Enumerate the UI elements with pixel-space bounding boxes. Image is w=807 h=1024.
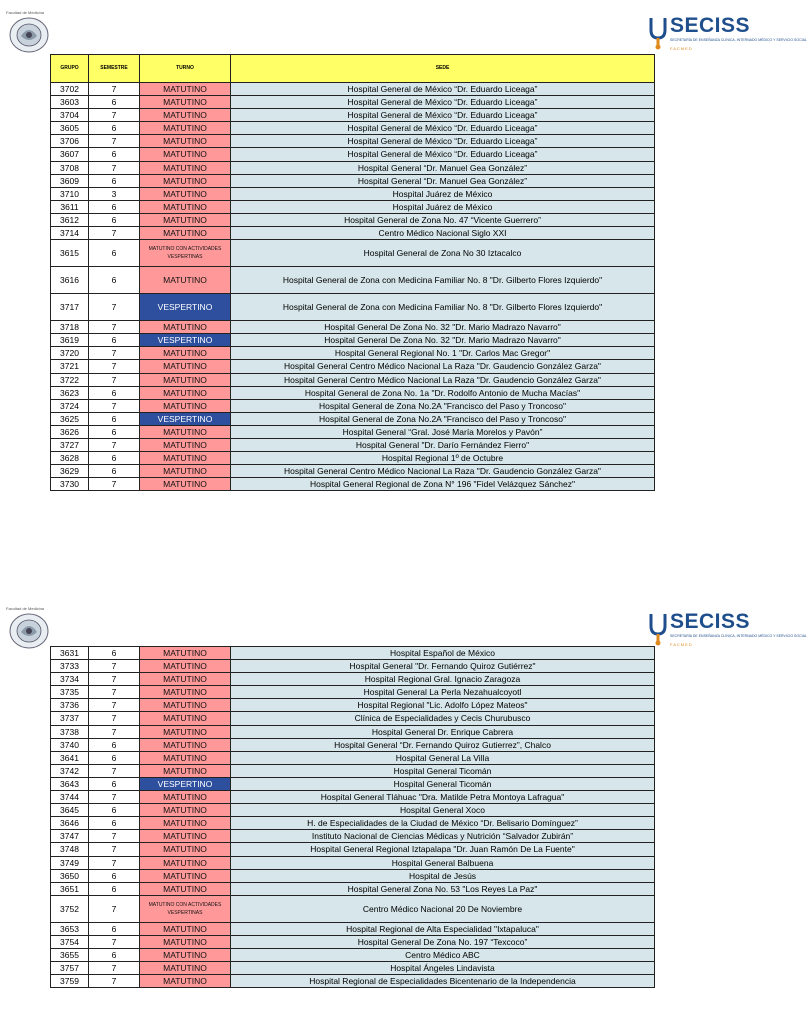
semestre-cell: 7 [89,673,140,686]
turno-cell: MATUTINO [140,791,231,804]
grupo-cell: 3619 [51,334,89,347]
grupo-cell: 3734 [51,673,89,686]
sede-cell: Hospital Regional 1º de Octubre [231,452,655,465]
grupo-cell: 3653 [51,922,89,935]
semestre-cell: 7 [89,135,140,148]
grupo-cell: 3722 [51,373,89,386]
semestre-cell: 7 [89,347,140,360]
turno-cell: MATUTINO [140,962,231,975]
header-semestre: SEMESTRE [89,55,140,83]
sede-cell: Hospital General de Zona No. 47 “Vicente Guerrero” [231,213,655,226]
semestre-cell: 6 [89,122,140,135]
turno-cell: MATUTINO [140,148,231,161]
sede-cell: Clínica de Especialidades y Cecis Churubusco [231,712,655,725]
turno-cell: MATUTINO [140,948,231,961]
semestre-cell: 7 [89,478,140,491]
sede-cell: Hospital General Centro Médico Nacional La Raza "Dr. Gaudencio González Garza" [231,360,655,373]
sede-cell: Hospital Ángeles Lindavista [231,962,655,975]
semestre-cell: 6 [89,200,140,213]
turno-cell: MATUTINO [140,373,231,386]
grupo-cell: 3738 [51,725,89,738]
groups-table-page-2 [50,646,655,988]
turno-cell: MATUTINO [140,174,231,187]
semestre-cell: 7 [89,712,140,725]
semestre-cell: 6 [89,948,140,961]
semestre-cell: 7 [89,321,140,334]
semestre-cell: 7 [89,830,140,843]
turno-cell: MATUTINO [140,399,231,412]
semestre-cell: 6 [89,751,140,764]
semestre-cell: 7 [89,843,140,856]
semestre-cell: 7 [89,109,140,122]
grupo-cell: 3744 [51,791,89,804]
table-row [51,240,655,267]
faculty-crest-icon [8,16,50,54]
grupo-cell: 3757 [51,962,89,975]
sede-cell: Hospital General De Zona No. 32 "Dr. Mario Madrazo Navarro" [231,334,655,347]
table-row [51,975,655,988]
faculty-logo [6,606,54,652]
turno-cell: MATUTINO [140,686,231,699]
semestre-cell: 7 [89,975,140,988]
sede-cell: Hospital General de Zona con Medicina Familiar No. 8 "Dr. Gilberto Flores Izquierdo" [231,294,655,321]
seciss-logo [648,12,807,52]
table-row [51,856,655,869]
grupo-cell: 3643 [51,777,89,790]
stethoscope-icon [648,16,670,50]
seciss-subtitle: SECRETARÍA DE ENSEÑANZA CLÍNICA, INTERNADO MÉDICO Y SERVICIO SOCIAL [670,634,807,638]
turno-cell: MATUTINO [140,478,231,491]
grupo-cell: 3628 [51,452,89,465]
sede-cell: Hospital General de México “Dr. Eduardo Liceaga” [231,122,655,135]
grupo-cell: 3730 [51,478,89,491]
turno-cell: MATUTINO [140,360,231,373]
grupo-cell: 3718 [51,321,89,334]
grupo-cell: 3720 [51,347,89,360]
table-row [51,386,655,399]
grupo-cell: 3710 [51,187,89,200]
table-row [51,712,655,725]
table-row [51,895,655,922]
grupo-cell: 3607 [51,148,89,161]
semestre-cell: 7 [89,962,140,975]
grupo-cell: 3747 [51,830,89,843]
table-row [51,725,655,738]
sede-cell: Hospital General de Zona con Medicina Familiar No. 8 "Dr. Gilberto Flores Izquierdo" [231,267,655,294]
turno-cell: MATUTINO CON ACTIVIDADES VESPERTINAS [140,240,231,267]
turno-cell: MATUTINO [140,830,231,843]
semestre-cell: 6 [89,869,140,882]
table-row [51,135,655,148]
grupo-cell: 3748 [51,843,89,856]
turno-cell: MATUTINO [140,227,231,240]
header-grupo: GRUPO [51,55,89,83]
sede-cell: Hospital General Ticomán [231,777,655,790]
turno-cell: MATUTINO [140,452,231,465]
table-row [51,174,655,187]
sede-cell: Hospital General de México “Dr. Eduardo Liceaga” [231,109,655,122]
semestre-cell: 6 [89,267,140,294]
grupo-cell: 3605 [51,122,89,135]
grupo-cell: 3629 [51,465,89,478]
faculty-logo [6,10,54,56]
turno-cell: MATUTINO [140,386,231,399]
table-row [51,148,655,161]
table-row [51,804,655,817]
grupo-cell: 3651 [51,882,89,895]
semestre-cell: 6 [89,213,140,226]
table-row [51,452,655,465]
sede-cell: Hospital General de México “Dr. Eduardo Liceaga” [231,148,655,161]
turno-cell: MATUTINO [140,738,231,751]
turno-cell: MATUTINO [140,660,231,673]
seciss-wordmark: SECISS [670,610,751,633]
table-row [51,817,655,830]
semestre-cell: 6 [89,148,140,161]
semestre-cell: 6 [89,817,140,830]
semestre-cell: 7 [89,399,140,412]
sede-cell: Hospital Regional de Especialidades Bicentenario de la Independencia [231,975,655,988]
grupo-cell: 3742 [51,764,89,777]
turno-cell: MATUTINO [140,83,231,96]
turno-cell: VESPERTINO [140,294,231,321]
turno-cell: MATUTINO [140,109,231,122]
seciss-subtitle: SECRETARÍA DE ENSEÑANZA CLÍNICA, INTERNADO MÉDICO Y SERVICIO SOCIAL [670,38,807,42]
turno-cell: MATUTINO [140,438,231,451]
semestre-cell: 7 [89,438,140,451]
grupo-cell: 3749 [51,856,89,869]
table-row [51,227,655,240]
turno-cell: MATUTINO [140,975,231,988]
table-row [51,83,655,96]
table-row [51,360,655,373]
semestre-cell: 7 [89,895,140,922]
grupo-cell: 3704 [51,109,89,122]
table-row [51,412,655,425]
turno-cell: MATUTINO [140,187,231,200]
turno-cell: MATUTINO [140,347,231,360]
turno-cell: MATUTINO [140,699,231,712]
grupo-cell: 3759 [51,975,89,988]
sede-cell: Hospital General “Dr. Manuel Gea González” [231,161,655,174]
semestre-cell: 7 [89,725,140,738]
grupo-cell: 3646 [51,817,89,830]
sede-cell: Hospital General de México “Dr. Eduardo Liceaga” [231,96,655,109]
turno-cell: MATUTINO [140,764,231,777]
faculty-logo-text: Facultad de Medicina [6,10,45,15]
semestre-cell: 6 [89,334,140,347]
sede-cell: Hospital General "Dr. Darío Fernández Fierro" [231,438,655,451]
table-row [51,334,655,347]
table-row [51,699,655,712]
table-row [51,373,655,386]
grupo-cell: 3612 [51,213,89,226]
sede-cell: Centro Médico ABC [231,948,655,961]
table-row [51,213,655,226]
table-row [51,478,655,491]
grupo-cell: 3655 [51,948,89,961]
sede-cell: Hospital General Zona No. 53 "Los Reyes La Paz" [231,882,655,895]
semestre-cell: 6 [89,412,140,425]
table-row [51,660,655,673]
semestre-cell: 7 [89,360,140,373]
semestre-cell: 6 [89,240,140,267]
grupo-cell: 3641 [51,751,89,764]
semestre-cell: 6 [89,777,140,790]
sede-cell: Hospital General Tláhuac "Dra. Matilde Petra Montoya Lafragua" [231,791,655,804]
turno-cell: MATUTINO [140,804,231,817]
sede-cell: Hospital General La Villa [231,751,655,764]
grupo-cell: 3623 [51,386,89,399]
semestre-cell: 6 [89,96,140,109]
grupo-cell: 3727 [51,438,89,451]
table-row [51,425,655,438]
grupo-cell: 3737 [51,712,89,725]
turno-cell: MATUTINO [140,321,231,334]
turno-cell: MATUTINO [140,712,231,725]
grupo-cell: 3714 [51,227,89,240]
semestre-cell: 7 [89,294,140,321]
header-sede: SEDE [231,55,655,83]
table-row [51,321,655,334]
sede-cell: Hospital General Centro Médico Nacional La Raza "Dr. Gaudencio González Garza" [231,373,655,386]
turno-cell: MATUTINO [140,647,231,660]
grupo-cell: 3702 [51,83,89,96]
table-row [51,673,655,686]
semestre-cell: 7 [89,764,140,777]
table-row [51,122,655,135]
sede-cell: Hospital General Regional de Zona N° 196 "Fidel Velázquez Sánchez" [231,478,655,491]
seciss-facmed: FACMED [670,46,693,51]
sede-cell: Hospital Regional Gral. Ignacio Zaragoza [231,673,655,686]
sede-cell: Hospital General “Gral. José María Morelos y Pavón” [231,425,655,438]
grupo-cell: 3645 [51,804,89,817]
sede-cell: Hospital General Centro Médico Nacional La Raza "Dr. Gaudencio González Garza" [231,465,655,478]
sede-cell: Hospital Juárez de México [231,187,655,200]
turno-cell: MATUTINO [140,200,231,213]
sede-cell: Hospital General Regional Iztapalapa "Dr. Juan Ramón De La Fuente" [231,843,655,856]
sede-cell: Hospital General De Zona No. 197 “Texcoco” [231,935,655,948]
table-row [51,751,655,764]
turno-cell: VESPERTINO [140,777,231,790]
table-row [51,791,655,804]
grupo-cell: 3733 [51,660,89,673]
semestre-cell: 7 [89,856,140,869]
turno-cell: MATUTINO [140,135,231,148]
semestre-cell: 6 [89,647,140,660]
sede-cell: Hospital Juárez de México [231,200,655,213]
grupo-cell: 3721 [51,360,89,373]
table-row [51,465,655,478]
semestre-cell: 6 [89,174,140,187]
turno-cell: VESPERTINO [140,412,231,425]
grupo-cell: 3615 [51,240,89,267]
grupo-cell: 3706 [51,135,89,148]
turno-cell: MATUTINO [140,673,231,686]
turno-cell: MATUTINO [140,882,231,895]
grupo-cell: 3717 [51,294,89,321]
grupo-cell: 3735 [51,686,89,699]
sede-cell: Hospital General De Zona No. 32 "Dr. Mario Madrazo Navarro" [231,321,655,334]
table-row [51,948,655,961]
turno-cell: MATUTINO [140,751,231,764]
table-row [51,161,655,174]
table-header-row [51,55,655,83]
sede-cell: Centro Médico Nacional 20 De Noviembre [231,895,655,922]
semestre-cell: 7 [89,660,140,673]
sede-cell: Hospital General de Zona No.2A "Francisco del Paso y Troncoso" [231,412,655,425]
turno-cell: MATUTINO [140,843,231,856]
sede-cell: Hospital General “Dr. Manuel Gea González” [231,174,655,187]
grupo-cell: 3631 [51,647,89,660]
turno-cell: MATUTINO [140,725,231,738]
semestre-cell: 7 [89,686,140,699]
turno-cell: MATUTINO [140,869,231,882]
semestre-cell: 7 [89,699,140,712]
semestre-cell: 6 [89,738,140,751]
turno-cell: MATUTINO [140,817,231,830]
table-row [51,200,655,213]
table-row [51,869,655,882]
semestre-cell: 7 [89,83,140,96]
sede-cell: Hospital Regional "Lic. Adolfo López Mateos" [231,699,655,712]
stethoscope-icon [648,612,670,646]
faculty-logo-text: Facultad de Medicina [6,606,45,611]
sede-cell: Hospital General “Dr. Fernando Quiroz Gutierrez”, Chalco [231,738,655,751]
sede-cell: Hospital General Balbuena [231,856,655,869]
table-body-page-1 [51,83,655,491]
sede-cell: Hospital General de Zona No. 1a "Dr. Rodolfo Antonio de Mucha Macías" [231,386,655,399]
semestre-cell: 6 [89,425,140,438]
table-row [51,399,655,412]
semestre-cell: 7 [89,161,140,174]
table-row [51,647,655,660]
grupo-cell: 3740 [51,738,89,751]
table-row [51,830,655,843]
sede-cell: Hospital General de Zona No 30 Iztacalco [231,240,655,267]
semestre-cell: 7 [89,791,140,804]
table-row [51,962,655,975]
table-row [51,109,655,122]
sede-cell: Hospital General La Perla Nezahualcoyotl [231,686,655,699]
table-row [51,738,655,751]
semestre-cell: 7 [89,935,140,948]
semestre-cell: 6 [89,804,140,817]
table-row [51,777,655,790]
grupo-cell: 3611 [51,200,89,213]
sede-cell: Hospital General Xoco [231,804,655,817]
seciss-wordmark: SECISS [670,14,751,37]
sede-cell: Hospital General de Zona No.2A "Francisco del Paso y Troncoso" [231,399,655,412]
sede-cell: Centro Médico Nacional Siglo XXI [231,227,655,240]
seciss-facmed: FACMED [670,642,693,647]
grupo-cell: 3626 [51,425,89,438]
table-row [51,935,655,948]
table-row [51,267,655,294]
table-row [51,96,655,109]
table-row [51,347,655,360]
semestre-cell: 7 [89,373,140,386]
header-turno: TURNO [140,55,231,83]
sede-cell: Hospital General "Dr. Fernando Quiroz Gutiérrez" [231,660,655,673]
table-row [51,686,655,699]
grupo-cell: 3708 [51,161,89,174]
turno-cell: MATUTINO [140,161,231,174]
turno-cell: MATUTINO [140,935,231,948]
seciss-logo [648,608,807,648]
grupo-cell: 3752 [51,895,89,922]
semestre-cell: 6 [89,452,140,465]
grupo-cell: 3754 [51,935,89,948]
table-row [51,882,655,895]
sede-cell: Hospital de Jesús [231,869,655,882]
turno-cell: MATUTINO [140,267,231,294]
turno-cell: VESPERTINO [140,334,231,347]
sede-cell: Hospital General de México “Dr. Eduardo Liceaga” [231,135,655,148]
turno-cell: MATUTINO CON ACTIVIDADES VESPERTINAS [140,895,231,922]
groups-table-page-1 [50,54,655,491]
grupo-cell: 3616 [51,267,89,294]
grupo-cell: 3650 [51,869,89,882]
grupo-cell: 3724 [51,399,89,412]
semestre-cell: 6 [89,882,140,895]
semestre-cell: 6 [89,465,140,478]
turno-cell: MATUTINO [140,213,231,226]
grupo-cell: 3603 [51,96,89,109]
table-row [51,294,655,321]
grupo-cell: 3625 [51,412,89,425]
sede-cell: Instituto Nacional de Ciencias Médicas y Nutrición “Salvador Zubirán” [231,830,655,843]
table-row [51,843,655,856]
turno-cell: MATUTINO [140,122,231,135]
sede-cell: Hospital General de México “Dr. Eduardo Liceaga” [231,83,655,96]
faculty-crest-icon [8,612,50,650]
sede-cell: Hospital General Ticomán [231,764,655,777]
turno-cell: MATUTINO [140,922,231,935]
table-row [51,187,655,200]
grupo-cell: 3736 [51,699,89,712]
turno-cell: MATUTINO [140,465,231,478]
turno-cell: MATUTINO [140,96,231,109]
page-2 [0,596,807,1024]
semestre-cell: 6 [89,386,140,399]
sede-cell: Hospital Regional de Alta Especialidad "Ixtapaluca" [231,922,655,935]
semestre-cell: 7 [89,227,140,240]
sede-cell: Hospital Español de México [231,647,655,660]
sede-cell: Hospital General Dr. Enrique Cabrera [231,725,655,738]
turno-cell: MATUTINO [140,856,231,869]
table-body-page-2 [51,647,655,988]
turno-cell: MATUTINO [140,425,231,438]
sede-cell: H. de Especialidades de la Ciudad de México “Dr. Belisario Domínguez” [231,817,655,830]
table-row [51,764,655,777]
sede-cell: Hospital General Regional No. 1 "Dr. Carlos Mac Gregor" [231,347,655,360]
grupo-cell: 3609 [51,174,89,187]
semestre-cell: 3 [89,187,140,200]
semestre-cell: 6 [89,922,140,935]
table-row [51,438,655,451]
table-row [51,922,655,935]
